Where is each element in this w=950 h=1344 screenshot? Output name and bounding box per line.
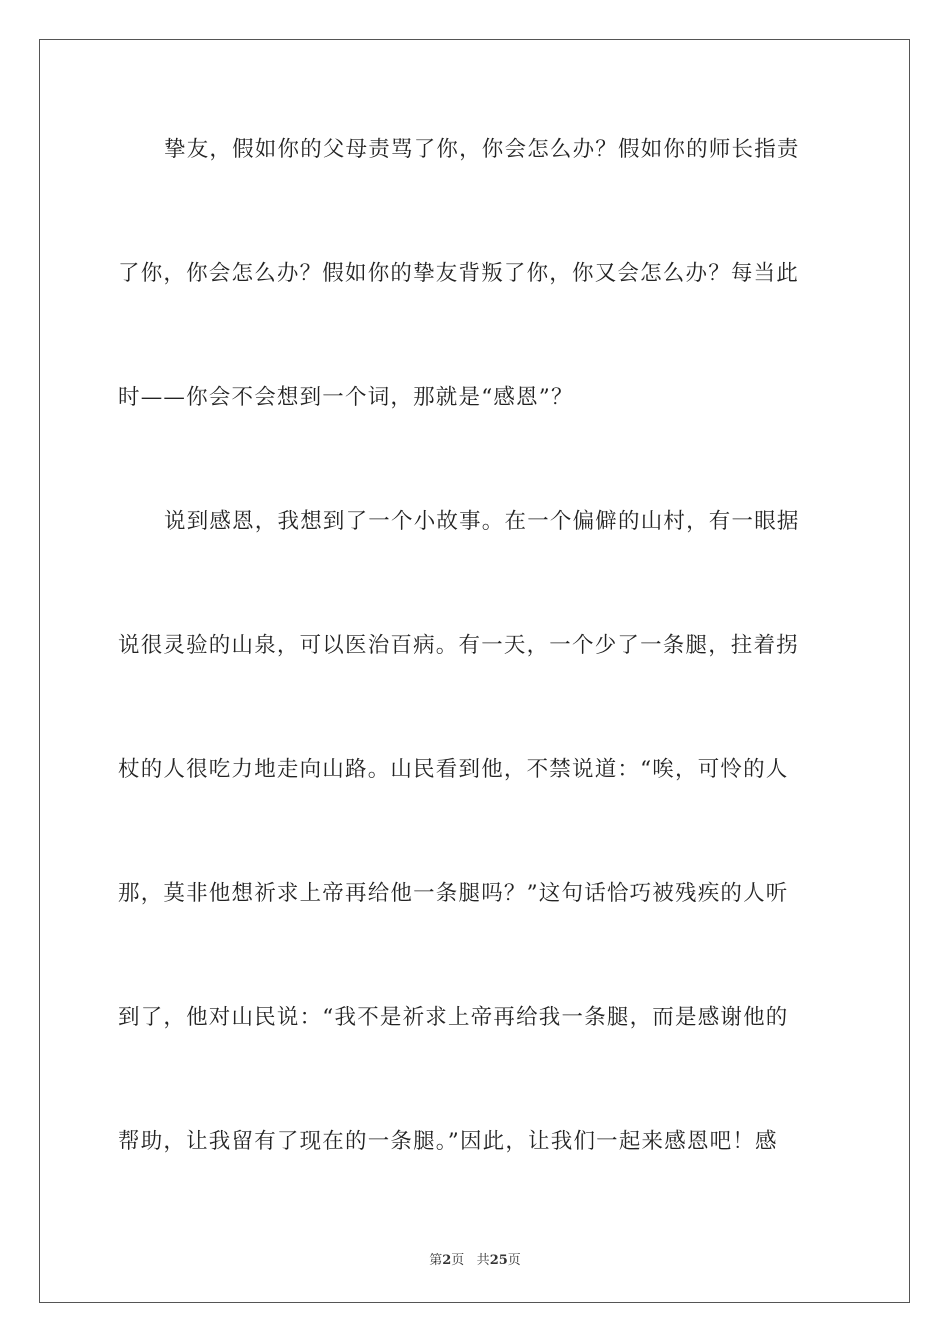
paragraph-1-line-2: 了你，你会怎么办？假如你的挚友背叛了你，你又会怎么办？每当此 <box>118 261 800 286</box>
page-prefix: 第 <box>429 1253 443 1268</box>
total-suffix: 页 <box>507 1253 521 1268</box>
page-footer <box>0 1249 950 1268</box>
paragraph-2-line-2: 说很灵验的山泉，可以医治百病。有一天，一个少了一条腿，拄着拐 <box>118 633 800 658</box>
total-prefix: 共 <box>476 1253 490 1268</box>
paragraph-2-line-1: 说到感恩，我想到了一个小故事。在一个偏僻的山村，有一眼据 <box>164 509 800 534</box>
total-pages: 25 <box>489 1253 508 1268</box>
paragraph-1-line-3: 时——你会不会想到一个词，那就是“感恩”？ <box>118 385 574 410</box>
paragraph-1-line-1: 挚友，假如你的父母责骂了你，你会怎么办？假如你的师长指责 <box>164 137 800 162</box>
page-suffix: 页 <box>451 1253 465 1268</box>
document-body <box>118 130 832 1246</box>
paragraph-2-line-3: 杖的人很吃力地走向山路。山民看到他，不禁说道：“唉，可怜的人 <box>118 757 789 782</box>
paragraph-2-line-5: 到了，他对山民说：“我不是祈求上帝再给我一条腿，而是感谢他的 <box>118 1005 789 1030</box>
paragraph-2-line-6: 帮助，让我留有了现在的一条腿。”因此，让我们一起来感恩吧！感 <box>118 1129 778 1154</box>
page-number: 2 <box>442 1253 452 1268</box>
paragraph-2-line-4: 那，莫非他想祈求上帝再给他一条腿吗？”这句话恰巧被残疾的人听 <box>118 881 789 906</box>
